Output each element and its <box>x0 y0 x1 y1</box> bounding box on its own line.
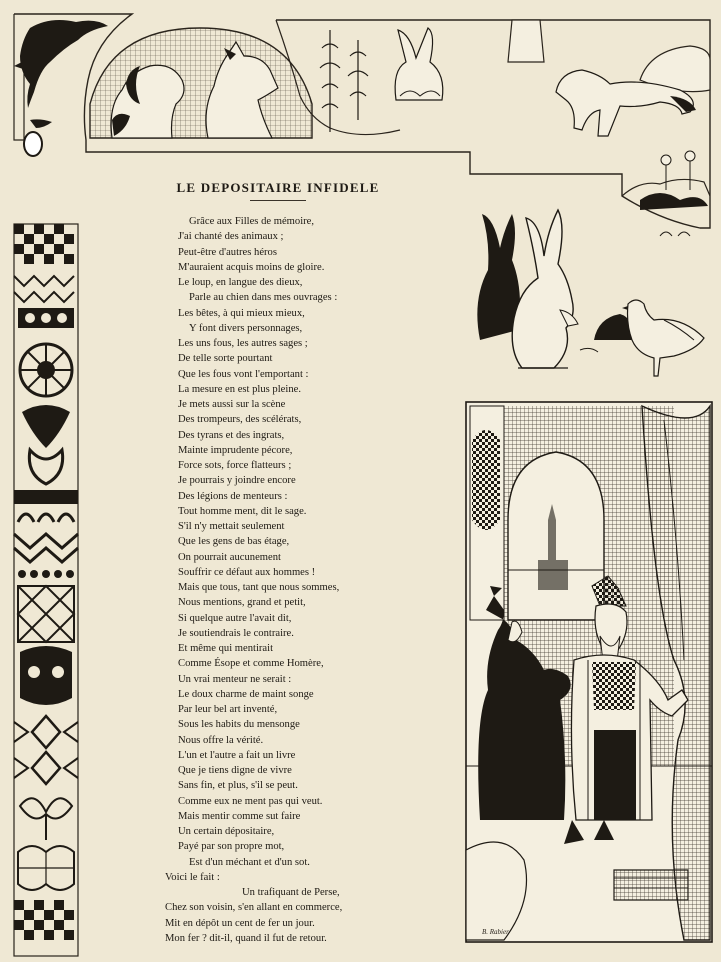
poem-line: Voici le fait : <box>165 871 220 883</box>
poem-line: Que les fous vont l'emportant : <box>178 368 309 380</box>
page-title: LE DEPOSITAIRE INFIDELE <box>176 180 380 195</box>
poem-line: Un trafiquant de Perse, <box>242 887 340 898</box>
persian-merchants-illustration <box>464 400 714 946</box>
poem-line: Mon fer ? dit-il, quand il fut de retour. <box>165 932 327 944</box>
poem-line: Des trompeurs, des scélérats, <box>178 414 302 426</box>
poem-line: S'il n'y mettait seulement <box>178 521 285 532</box>
poem-line: Comme eux ne ment pas qui veut. <box>178 795 323 807</box>
poem-line: Sans fin, et plus, s'il se peut. <box>178 780 298 792</box>
poem-line: Grâce aux Filles de mémoire, <box>189 216 315 227</box>
poem-line: Sous les habits du mensonge <box>178 719 300 731</box>
poem-line: Par leur bel art inventé, <box>178 704 278 715</box>
poem-line: Nous offre la vérité. <box>178 734 264 746</box>
poem-line: Que je tiens digne de vivre <box>178 765 292 776</box>
poem-line: Un certain dépositaire, <box>178 826 275 837</box>
poem-line: Des légions de menteurs : <box>178 490 288 502</box>
poem-line: Parle au chien dans mes ouvrages : <box>189 292 338 304</box>
poem-line: On pourrait aucunement <box>178 551 281 563</box>
poem-line: Est d'un méchant et d'un sot. <box>189 856 310 868</box>
poem-line: Y font divers personnages, <box>189 322 303 334</box>
poem-line: Des tyrans et des ingrats, <box>178 429 285 441</box>
poem-line: Un vrai menteur ne serait : <box>178 673 292 685</box>
poem-line: Que les gens de bas étage, <box>178 536 290 548</box>
poem-line: Mit en dépôt un cent de fer un jour. <box>165 917 315 929</box>
poem-text <box>165 214 465 946</box>
left-ornamental-border <box>0 222 100 962</box>
poem-line: Mainte imprudente pécore, <box>178 444 293 456</box>
poem-line: Mais mentir comme sut faire <box>178 810 301 822</box>
poem-line: Et même qui mentirait <box>178 643 274 654</box>
poem-line: De telle sorte pourtant <box>178 353 273 365</box>
poem-line: Les uns fous, les autres sages ; <box>178 338 308 349</box>
poem-line: Le loup, en langue des dieux, <box>178 277 303 288</box>
poem-line: Souffrir ce défaut aux hommes ! <box>178 566 316 578</box>
poem-line: Chez son voisin, s'en allant en commerce, <box>165 902 343 914</box>
poem-line: Tout homme ment, dit le sage. <box>178 505 307 517</box>
poem-line: La mesure en est plus pleine. <box>178 383 301 395</box>
poem-line: Peut-être d'autres héros <box>178 246 277 258</box>
illustrator-signature: B. Rabier <box>482 928 509 936</box>
poem-line: Payé par son propre mot, <box>178 841 285 853</box>
poem-line: Nous mentions, grand et petit, <box>178 597 306 609</box>
poem-line: Mais que tous, tant que nous sommes, <box>178 582 340 593</box>
poem-line: Je soutiendrais le contraire. <box>178 627 294 639</box>
poem-line: Force sots, force flatteurs ; <box>178 460 292 471</box>
poem-line: L'un et l'autre a fait un livre <box>178 749 296 761</box>
dog-and-wolf-panel <box>90 28 312 138</box>
poem-line: Je pourrais y joindre encore <box>178 475 296 487</box>
poem-line: Si quelque autre l'avait dit, <box>178 612 292 624</box>
rabbit-and-partridge-vignette <box>468 200 718 380</box>
poem-line: Comme Ésope et comme Homère, <box>178 658 324 670</box>
poem-line: M'auraient acquis moins de gloire. <box>178 261 325 273</box>
poem-line: Je mets aussi sur la scène <box>178 399 286 410</box>
poem-line: Le doux charme de maint songe <box>178 688 314 700</box>
title-divider <box>250 200 306 201</box>
poem-line: J'ai chanté des animaux ; <box>178 231 284 243</box>
poem-line: Les bêtes, à qui mieux mieux, <box>178 307 305 319</box>
